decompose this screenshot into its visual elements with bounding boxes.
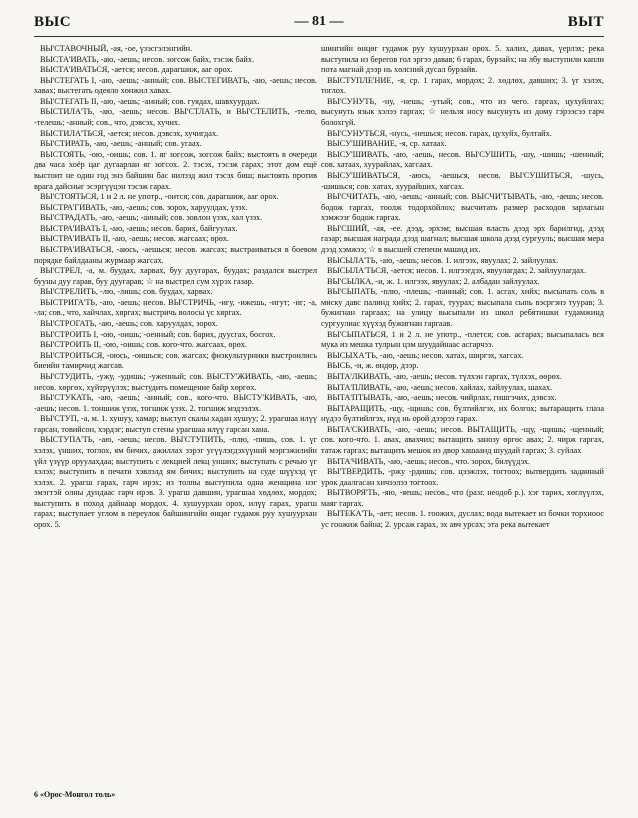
entry: ВЫТА'ПЛИВАТЬ, -аю, -аешь; несов. хайлах, хайлуулах, шахах.	[327, 382, 553, 392]
entry: ВЫ'СТРЕЛ, -а, м. буудах, харвах, буу дуугарах, буудах; раздался выстрел бууны дуу гарав, буу дуугарав; ☆ на выстрел сум хүрэх газар.	[34, 266, 317, 286]
entry: ВЫ'СТРОИТЬ I, -ою, -оишь; -оенный; сов. барих, дуусгах, босгох.	[40, 329, 276, 339]
entry: ВЫТА'ПТЫВАТЬ, -аю, -аешь; несов. чийрлах, гишгэчих, дэвсэх.	[327, 393, 557, 403]
entry: ВЫСУ'ШИВАТЬ, -аю, -аешь, несов. ВЫ'СУШИТЬ, -шу, -шишь; -шенный; сов. хатаах, хуурайлах, хагсаах.	[321, 149, 604, 170]
entry: ВЫСТРА'ИВАТЬ II, -аю, -аешь; несов. жагсаах; өрөх.	[40, 234, 230, 244]
page-number: — 81 —	[294, 14, 344, 29]
entry: ВЫСТОЯТЬ, -ою, -оишь; сов. 1. яг зогсож, зогсож байх; выстоять в очереди два часа хоёр цаг дугаарлан яг зогсох. 2. тэсэх, тэсэж гарах; этот дом ещё выстоит не один год энэ байшин бас нилээд жил тэсэх биш; выстоять против врага дайсныг эсэргүүцэн тэсэж гарах.	[34, 149, 317, 191]
entry: ВЫСЫЛА'ТЬ, -аю, -аешь; несов. 1. илгээх, явуулах; 2. зайлуулах.	[327, 255, 559, 265]
entry: ВЫСЫХА'ТЬ, -аю, -аешь; несов. хатах, ширгэх, хагсах.	[327, 350, 524, 360]
entry: шингийн өнцөг гудамж руу хушуурхан орох. 5. халих, давах, үерлэх; река выступила из берегов гол эргээ давав; 6 гарах, бурзайх; на лбу выступили капли пота магнай дээр нь хөлсний дусал бурзайв.	[321, 44, 604, 75]
header-rule	[34, 36, 604, 37]
entry: ВЫ'СТРОИТЬ II, -ою, -оишь; сов. кого-что. жагсаах, өрөх.	[40, 340, 247, 350]
entry: ВЫСЫЛА'ТЬСЯ, -ается; несов. 1. илгээгдэх, явуулагдах; 2. зайлуулагдах.	[327, 266, 587, 276]
entry: ВЫ'СТРАДАТЬ, -аю, -аешь; -анный; сов. зовлон үзэх, хал үзэх.	[40, 213, 263, 223]
entry: ВЫ'СТАВОЧНЫЙ, -ая, -ое, үзэсгэлэнгийн.	[40, 44, 193, 53]
right-column	[321, 44, 604, 786]
entry: ВЫТА'ЧИВАТЬ, -аю, -аешь; несов., что. зорох, билүүдэх.	[327, 456, 531, 466]
entry: ВЫ'СТРЕЛИТЬ, -лю, -лишь; сов. буудах, харвах.	[40, 287, 213, 297]
entry: ВЫ'СТРОГАТЬ, -аю, -аешь; сов. харуулдах, зорох.	[40, 319, 218, 329]
entry: ВЫ'СУНУТЬ, -ну, -нешь; -утый; сов., что из чего. гаргах, цухуйлгах; высунуть язык хэлээ гаргах; ☆ нельзя носу высунуть из дому гэрээсээ гарч болохгүй.	[321, 96, 604, 128]
entry: ВЫ'СТУКАТЬ, -аю, -аешь; -анный; сов., кого-что. ВЫСТУ'КИВАТЬ, -аю, -аешь; несов. 1. тоншиж үзэх, тогшиж үзэх. 2. тогшиж мэдээлэх.	[34, 393, 317, 413]
entry: ВЫТАРАЩИТЬ, -щу, -щишь; сов. бүлтийлгэх, их болгох; вытаращить глаза нүдээ бүлтийлгэх, нүд нь орой дээрээ гарах.	[321, 403, 604, 424]
entry: ВЫ'СТЕГАТЬ I, -аю, -аешь; -анный; сов. ВЫСТЕГИВАТЬ, -аю, -аешь; несов. хавах; выстегать одеяло хөнжил хавах.	[34, 75, 317, 96]
entry: ВЫСТА'ИВАТЬ, -аю, -аешь; несов. зогсож байх, тэсэж байх.	[40, 54, 255, 64]
header-left-guide-word: ВЫС	[34, 14, 72, 30]
entry: ВЫ'СТЕГАТЬ II, -аю, -аешь; -анный; сов. гуядах, шавхуурдах.	[40, 96, 260, 106]
entry: ВЫ'СТРОИТЬСЯ, -оюсь, -оишься; сов. жагсах; физкультурники выстроились биеийн тамирчид жагсав.	[34, 350, 317, 371]
entry: ВЫСТУПЛЕ'НИЕ, -я, ср. 1 гарах, мордох; 2. хөдлөх, давших; 3. үг хэлэх, тоглох.	[321, 75, 604, 96]
entry: ВЫСТУПА'ТЬ, -аю, -аешь; несов. ВЫ'СТУПИТЬ, -плю, -пишь, сов. 1. үг хэлэх, үнших, тоглох, ям бичих, ажиллах зэрэг угүүлэгдэхүүний мэргэжилийн үйл үзүүр оруулахдаа; выступить с лекцией лекц унших; выступать с речью үг хэлэх; выступить в печати хэвлэлд ям бичих; выступить на суде шүүхэд үг хэлэх. 2. урагш гарах, гарч ирэх; из толпы выступила одна женщина нэг эмэгтэй олны дундаас гарч ирэв. 3. урагш давшин, урагшаа хөдлөх, мордох; выступить в поход дайнаар мордох. 4. хушуурхан орох, илүү гарах, урагш гарах; выступает углом в переулок байшингийн өнцөг гудамж руу хушуурхан орох. 5.	[34, 435, 317, 530]
entry: ВЫ'СТУДИТЬ, -ужу, -удишь; -уженный; сов. ВЫСТУ'ЖИВАТЬ, -аю, -аешь; несов. хөргөх, хүйтрүүлэх; выстудить помещение байр хөргөх.	[34, 371, 317, 392]
entry: ВЫ'СЫПАТЬСЯ, 1 и 2 л. не употр., -плется; сов. асгарах; высыпалась вся мука из мешка тулрын цэм шуудайнаас асгарчээ.	[321, 329, 604, 350]
entry: ВЫТА'СКИВАТЬ, -аю, -аешь; несов. ВЫТАЩИТЬ, -щу, -щишь; -щенный; сов. кого-что. 1. авах, авахчих; вытащить занозу өргөс авах; 2. чирж гаргах, татаж гаргах; вытащить мешок из двор хашаанд шуудай гаргах; 3. суйлах	[321, 424, 604, 455]
entry: ВЫТВОРЯ'ТЬ, -яю, -яешь; несов., что (разг. неодоб р.). хэг тарих, хөглүүлэх, маяг гаргах.	[321, 488, 604, 508]
entry: ВЫТА'ЛКИВАТЬ, -аю, -аешь; несов. түлхэн гаргах, түлхэх, өөрөх.	[327, 371, 562, 381]
entry: ВЫ'СТИРАТЬ, -аю, -аешь; -анный; сов. угаах.	[40, 139, 202, 149]
entry: ВЫСЬ, -и, ж. өндөр, дээр.	[327, 361, 419, 371]
entry: ВЫ'СЫПАТЬ, -плю, -плешь; -панный; сов. 1. асгах, хийх; высыпать соль в миску давс палинд хийх; 2. гарах, туурах; высыпала сыпь вэсргэнэ туурав; 3. бужигнан гаргаах; на улицу высыпали из школ ребятишки гудамжинд сургуулиас хүүхэд бужигнан гаргаав.	[321, 287, 604, 329]
entry: ВЫСТРА'ИВАТЬ I, -аю, -аешь; несов. барих, байгуулах.	[40, 223, 238, 233]
entry: ВЫ'СТУП, -а, м. 1. хушуу, хамар; выступ скалы хадан хушуу; 2. урагшаа илүү гарсан, товийсон, хэрдэг; выступ стены урагшаа илүү гарсан хана.	[34, 414, 317, 434]
entry: ВЫ'СЫЛКА, -и, ж. 1. илгээх, явуулах; 2. албадан зайлуулах.	[327, 276, 540, 286]
entry: ВЫ'СЧИТАТЬ, -аю, -аешь; -анный; сов. ВЫСЧИ'ТЫВАТЬ, -аю, -аешь; несов. бодож гаргах, тоолж тодорхойлох; высчитать размер расходов зарлагын хэмжээг бодож гаргах.	[321, 192, 604, 223]
entry: ВЫСТРИГА'ТЬ, -аю, -аешь; несов. ВЫ'СТРИЧЬ, -игу, -ижешь, -игут; -иг; -а, -ла; сов., что, хайчлах, хяргах; выстричь волосы үс хяргах.	[34, 297, 317, 318]
entry: ВЫСУ'ШИВАНИЕ, -я, ср. хатаах.	[327, 139, 447, 149]
entry: ВЫ'СТОЯТЬСЯ, 1 и 2 л. не употр., -оится; сов. дарагшиж, ааг орох.	[40, 192, 279, 202]
header-right-guide-word: ВЫТ	[567, 14, 604, 30]
entry: ВЫСТРА'ГИВАТЬ, -аю, -аешь; сов. зорох, харуулдах, үзэх.	[40, 202, 248, 212]
left-column	[34, 44, 317, 786]
entry: ВЫСТИЛА'ТЬСЯ, -ается; несов. дэвсэх, хучигдах.	[40, 128, 219, 138]
entry: ВЫ'СШИЙ, -ая, -ее. дээд, эрхэм; высшая власть дээд эрх барилгид, дээд газар; высшая награда дээд шагнал; высшая школа дээд сургууль; высшая мера дээд хэмжээ; ☆ в высшей степени машид их.	[321, 223, 604, 254]
entry: ВЫ'ТВЕРДИТЬ, -ржу -рдишь; сов. цээжлэх, тогтоох; вытвердить заданный урок даалгасан хичээлээ тогтоох.	[321, 467, 604, 487]
entry: ВЫСТРА'ИВАТЬСЯ, -аюсь, -аешься; несов. жагсах; выстраиваться в боевом порядке байлдааны журмаар жагсах.	[34, 244, 317, 265]
footer-signature: 6 «Орос-Монгол толь»	[34, 790, 116, 799]
entry: ВЫСТИЛА'ТЬ, -аю, -аешь; несов. ВЫ'СТЛАТЬ, и ВЫ'СТЕЛИТЬ, -телю, -телешь; -анный; сов., что, дэвсэх, хучих.	[34, 107, 317, 128]
entry: ВЫ'СУНУТЬСЯ, -нусь, -нешься; несов. гарах, цухуйх, бултайх.	[327, 128, 552, 138]
entry: ВЫСУ'ШИВАТЬСЯ, -аюсь, -аешься, несов. ВЫ'СУШИТЬСЯ, -шусь, -шишься; сов. хатах, хуурайших, хагсах.	[321, 170, 604, 191]
entry: ВЫСТА'ИВАТЬСЯ, -ается; несов. дарагшиж, ааг орох.	[40, 65, 233, 75]
entry: ВЫТЕКА'ТЬ, -ает; несов. 1. гоожих, дуслах; вода вытекает из бочки торхноос ус гоожиж байна; 2. урсаж гарах, эх авч урсах; эта река вытекает	[321, 509, 604, 530]
